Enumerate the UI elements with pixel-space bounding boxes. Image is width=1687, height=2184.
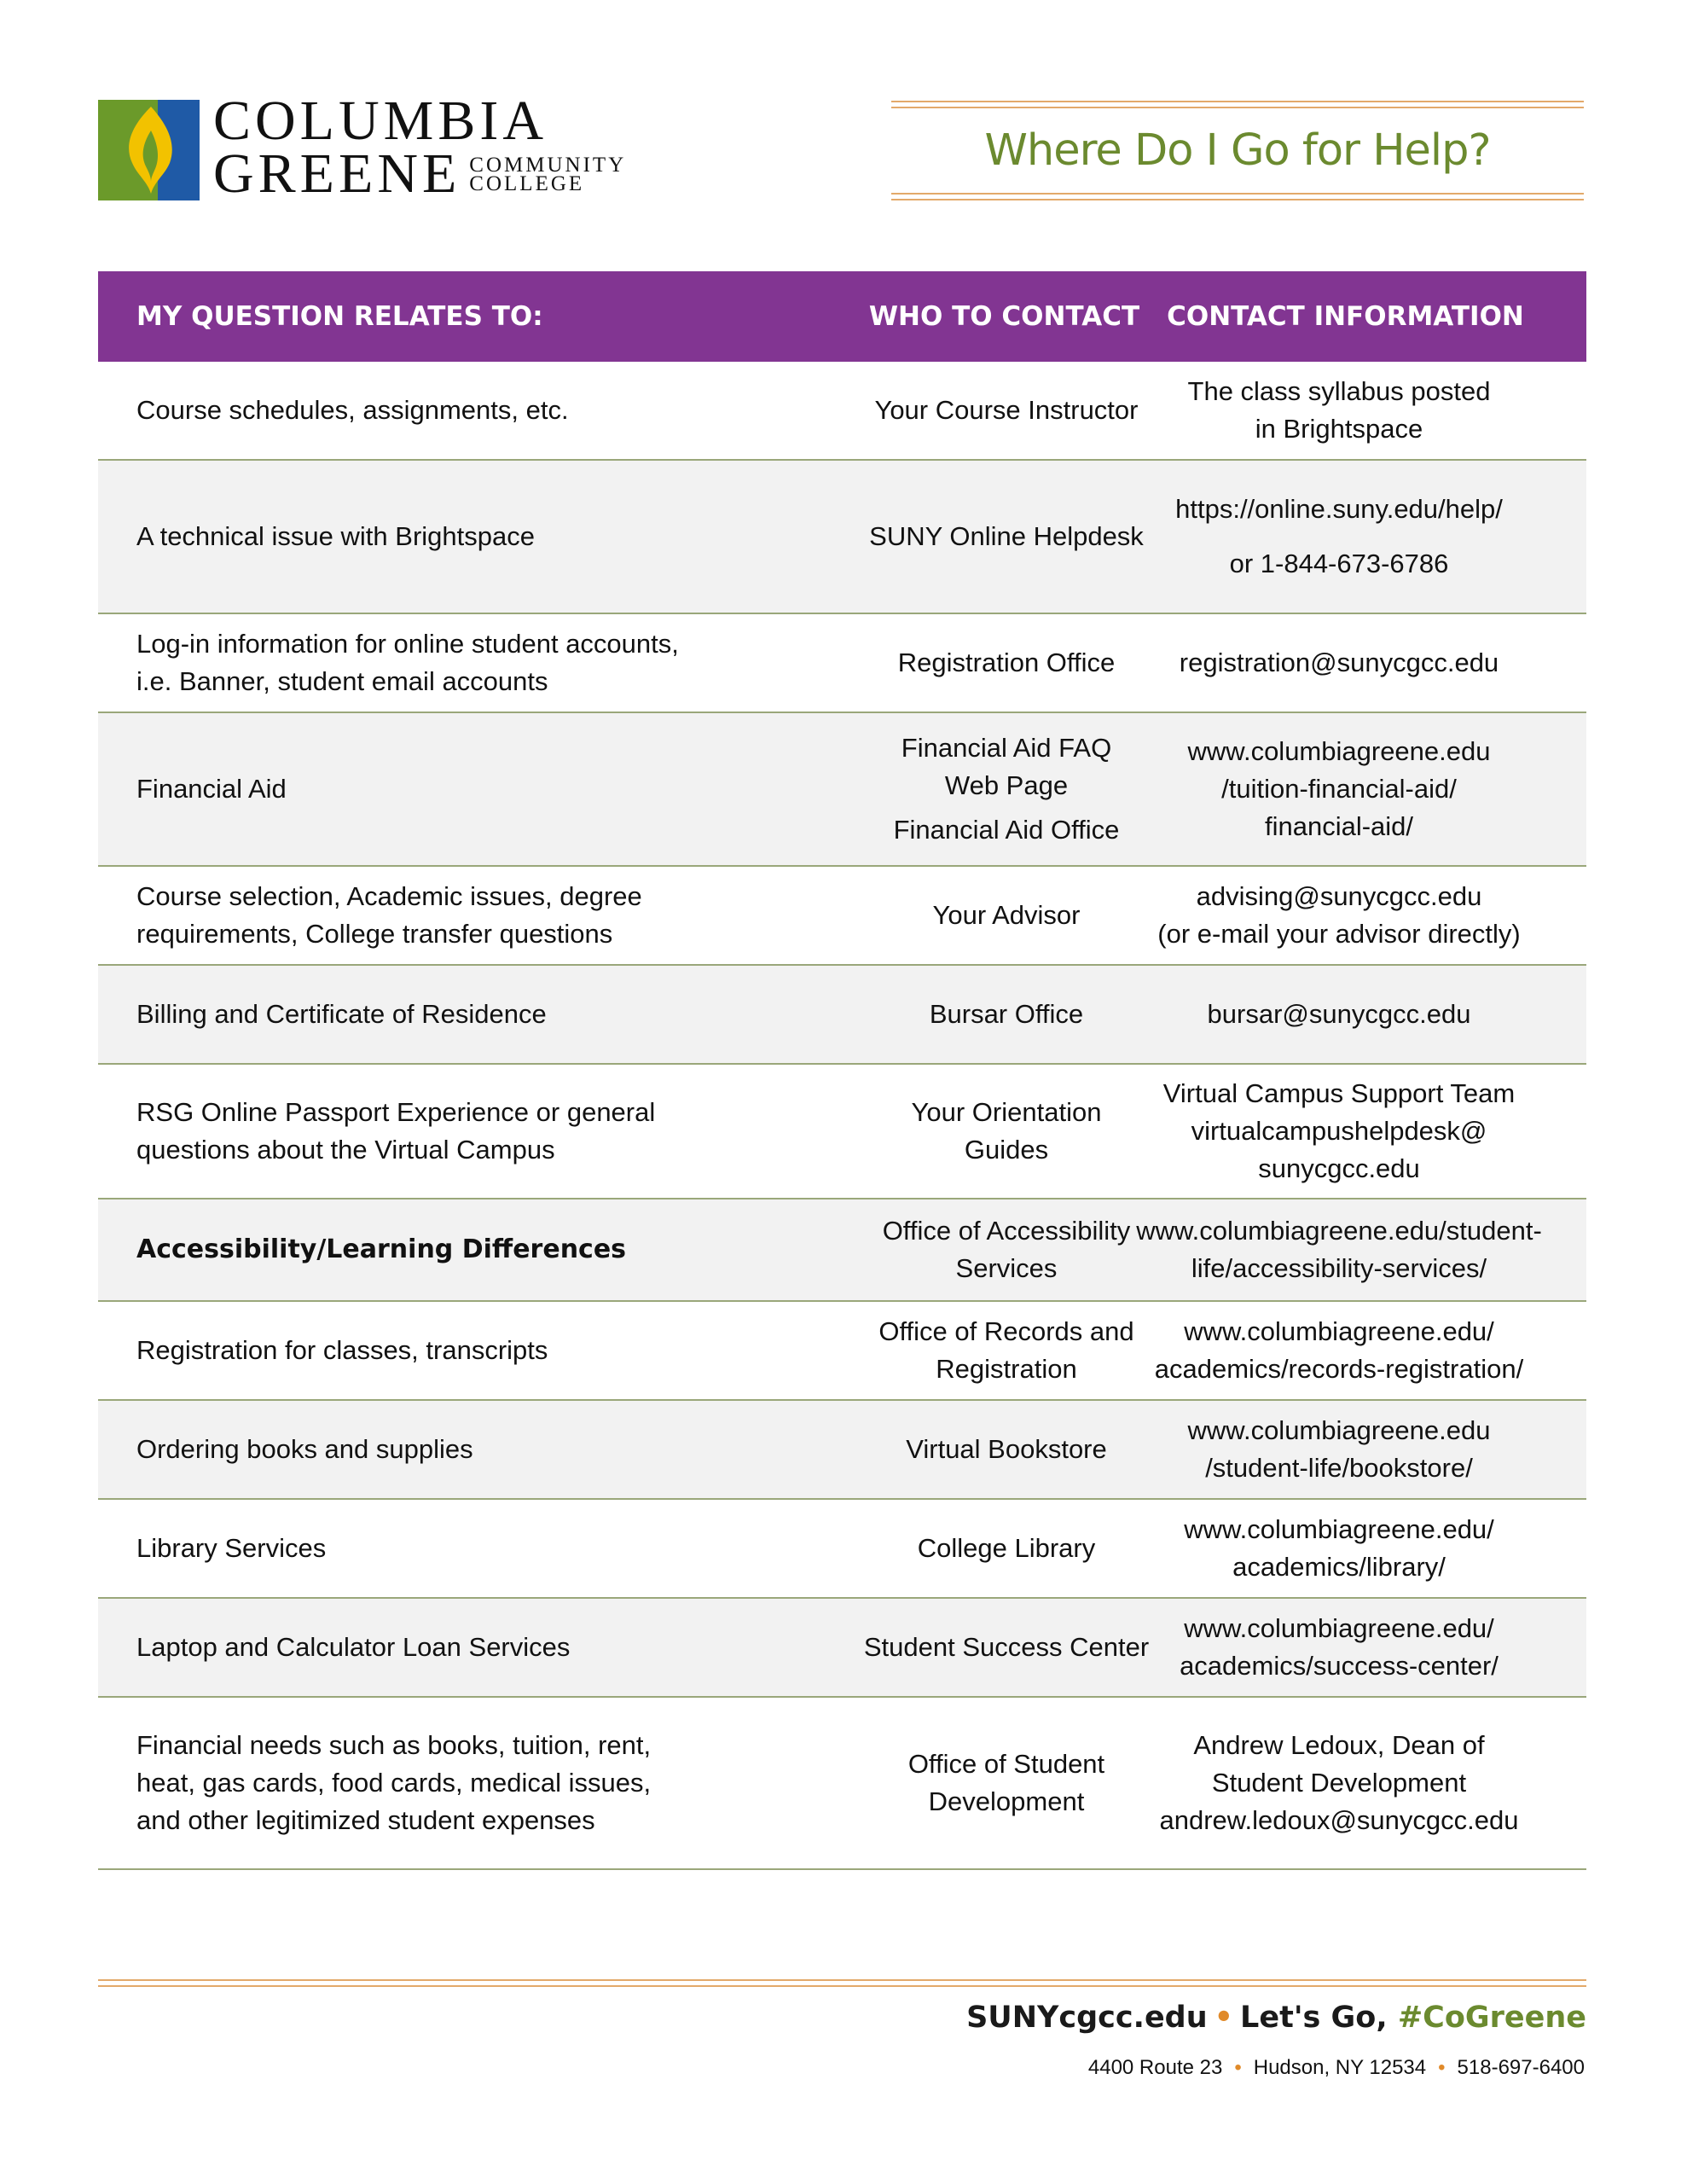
info-cell-line: bursar@sunycgcc.edu (1207, 999, 1471, 1029)
info-cell-line: Virtual Campus Support Team (1162, 1078, 1516, 1108)
contact-cell-line: Development (928, 1786, 1085, 1816)
table-row (98, 966, 1586, 1065)
info-cell-line: academics/records-registration/ (1154, 1354, 1524, 1384)
info-cell (1092, 1698, 1586, 1868)
question-cell (136, 1401, 751, 1498)
contact-cell-line: Financial Aid Office (893, 815, 1120, 845)
info-cell-line: virtualcampushelpdesk@ (1191, 1116, 1487, 1146)
question-cell-line: questions about the Virtual Campus (136, 1135, 555, 1165)
footer-address (1088, 2056, 1585, 2080)
title-rule-top-2 (891, 107, 1584, 108)
info-cell-line: www.columbiagreene.edu/ (1184, 1613, 1494, 1643)
footer-brand (966, 2001, 1586, 2035)
footer-city: Hudson, NY 12534 (1253, 2056, 1427, 2079)
info-cell (1092, 1401, 1586, 1498)
contact-cell-line: Web Page (944, 770, 1069, 800)
contact-cell-line: Your Orientation (911, 1097, 1102, 1127)
contact-cell-line: Your Advisor (932, 900, 1081, 930)
question-cell (136, 1698, 751, 1868)
question-cell-line: Financial Aid (136, 774, 287, 804)
footer-site: SUNYcgcc.edu (966, 2001, 1208, 2035)
footer-hashtag: #CoGreene (1397, 2001, 1586, 2035)
page-title: Where Do I Go for Help? (984, 125, 1491, 176)
info-cell-line: sunycgcc.edu (1258, 1153, 1420, 1183)
contact-cell-line: Guides (964, 1135, 1049, 1165)
question-cell-line: and other legitimized student expenses (136, 1805, 595, 1835)
title-rule-bottom-2 (891, 199, 1584, 200)
column-header-info: CONTACT INFORMATION (1167, 301, 1524, 332)
footer-dot: • (1214, 2001, 1234, 2035)
contact-cell-line: Virtual Bookstore (906, 1434, 1107, 1464)
info-cell (1092, 1065, 1586, 1198)
question-cell (136, 1065, 751, 1198)
table-row (98, 1698, 1586, 1870)
info-cell (1092, 1599, 1586, 1696)
info-cell (1092, 614, 1586, 712)
info-cell-line: academics/success-center/ (1180, 1651, 1499, 1681)
info-cell-line: Student Development (1211, 1768, 1467, 1798)
footer-address-dot: • (1438, 2056, 1446, 2079)
contact-cell-line: College Library (917, 1533, 1096, 1563)
info-cell-line: www.columbiagreene.edu (1187, 736, 1491, 766)
question-cell (136, 1599, 751, 1696)
footer-address-dot: • (1234, 2056, 1242, 2079)
table-row (98, 867, 1586, 966)
question-cell-line: Financial needs such as books, tuition, rent, (136, 1730, 652, 1760)
title-rule-top-1 (891, 101, 1584, 102)
title-rule-bottom-1 (891, 193, 1584, 195)
contact-cell-line: Your Course Instructor (874, 395, 1139, 425)
help-table (98, 271, 1586, 1870)
question-cell-line: Registration for classes, transcripts (136, 1335, 548, 1365)
info-cell-line: financial-aid/ (1264, 811, 1414, 841)
question-cell (136, 461, 751, 613)
info-cell-line: https://online.suny.edu/help/ (1175, 494, 1503, 524)
table-row (98, 1401, 1586, 1500)
contact-cell-line: Office of Records and (878, 1316, 1134, 1346)
table-row (98, 1599, 1586, 1698)
contact-cell-line: Bursar Office (929, 999, 1084, 1029)
question-cell-line: i.e. Banner, student email accounts (136, 666, 548, 696)
question-cell-line: Library Services (136, 1533, 327, 1563)
question-cell-line: Billing and Certificate of Residence (136, 999, 547, 1029)
question-cell (136, 867, 751, 964)
logo-line-columbia: COLUMBIA (213, 90, 548, 152)
info-cell-line: www.columbiagreene.edu (1187, 1415, 1491, 1445)
college-logo (98, 90, 652, 205)
question-cell-line: A technical issue with Brightspace (136, 521, 535, 551)
info-cell (1092, 1500, 1586, 1597)
logo-line-greene: GREENE (213, 142, 461, 205)
info-cell-line: or 1-844-673-6786 (1229, 549, 1449, 578)
contact-cell-line: Student Success Center (863, 1632, 1150, 1662)
logo-wordmark (213, 90, 627, 205)
question-cell-line: Log-in information for online student accounts, (136, 629, 679, 659)
footer-rule-1 (98, 1979, 1586, 1981)
question-cell-line: RSG Online Passport Experience or general (136, 1097, 656, 1127)
info-cell (1092, 966, 1586, 1063)
logo-community: COMMUNITY (469, 154, 627, 177)
info-cell (1092, 362, 1586, 459)
contact-cell-line: Office of Accessibility (882, 1216, 1131, 1246)
info-cell (1092, 1302, 1586, 1399)
question-cell-line: Laptop and Calculator Loan Services (136, 1632, 571, 1662)
info-cell-line: andrew.ledoux@sunycgcc.edu (1159, 1805, 1519, 1835)
question-cell-line: requirements, College transfer questions (136, 919, 613, 949)
question-cell-line: Course selection, Academic issues, degree (136, 881, 642, 911)
info-cell-line: /tuition-financial-aid/ (1221, 774, 1457, 804)
table-row (98, 362, 1586, 461)
table-row (98, 614, 1586, 713)
contact-cell-line: Registration (936, 1354, 1077, 1384)
info-cell-line: /student-life/bookstore/ (1205, 1453, 1473, 1483)
info-cell (1092, 867, 1586, 964)
question-cell (136, 1199, 751, 1300)
footer-slogan: Let's Go, (1240, 2001, 1388, 2035)
info-cell-line: www.columbiagreene.edu/ (1184, 1316, 1494, 1346)
info-cell (1092, 713, 1586, 865)
flame-logo-icon (98, 100, 200, 200)
question-cell (136, 1500, 751, 1597)
table-row (98, 1065, 1586, 1199)
info-cell-line: The class syllabus posted (1187, 376, 1491, 406)
info-cell-line: in Brightspace (1255, 414, 1423, 444)
question-cell-line: Accessibility/Learning Differences (136, 1234, 627, 1264)
contact-cell-line: Services (955, 1253, 1058, 1283)
footer-street: 4400 Route 23 (1087, 2056, 1223, 2079)
info-cell-line: registration@sunycgcc.edu (1179, 648, 1499, 677)
table-row (98, 1302, 1586, 1401)
question-cell-line: Course schedules, assignments, etc. (136, 395, 569, 425)
info-cell-line: Andrew Ledoux, Dean of (1193, 1730, 1485, 1760)
column-header-question: MY QUESTION RELATES TO: (136, 301, 543, 332)
question-cell (136, 362, 751, 459)
contact-cell-line: Financial Aid FAQ (901, 733, 1112, 763)
table-body (98, 362, 1586, 1870)
table-row (98, 461, 1586, 614)
contact-cell-line: Office of Student (907, 1749, 1105, 1779)
info-cell-line: life/accessibility-services/ (1191, 1253, 1487, 1283)
contact-cell-line: Registration Office (897, 648, 1116, 677)
info-cell (1092, 461, 1586, 613)
question-cell-line: Ordering books and supplies (136, 1434, 473, 1464)
info-cell-line: academics/library/ (1232, 1552, 1446, 1582)
table-header (98, 271, 1586, 362)
footer-phone: 518-697-6400 (1457, 2056, 1585, 2079)
info-cell-line: (or e-mail your advisor directly) (1157, 919, 1521, 949)
question-cell-line: heat, gas cards, food cards, medical issues, (136, 1768, 652, 1798)
question-cell (136, 713, 751, 865)
info-cell-line: www.columbiagreene.edu/student- (1136, 1216, 1542, 1246)
logo-college: COLLEGE (469, 172, 585, 195)
question-cell (136, 1302, 751, 1399)
info-cell-line: www.columbiagreene.edu/ (1184, 1514, 1494, 1544)
footer-rule-2 (98, 1985, 1586, 1987)
question-cell (136, 966, 751, 1063)
table-row (98, 1500, 1586, 1599)
table-row (98, 1199, 1586, 1302)
column-header-who: WHO TO CONTACT (868, 301, 1140, 332)
info-cell-line: advising@sunycgcc.edu (1196, 881, 1482, 911)
table-row (98, 713, 1586, 867)
contact-cell-line: SUNY Online Helpdesk (869, 521, 1144, 551)
question-cell (136, 614, 751, 712)
info-cell (1092, 1199, 1586, 1300)
